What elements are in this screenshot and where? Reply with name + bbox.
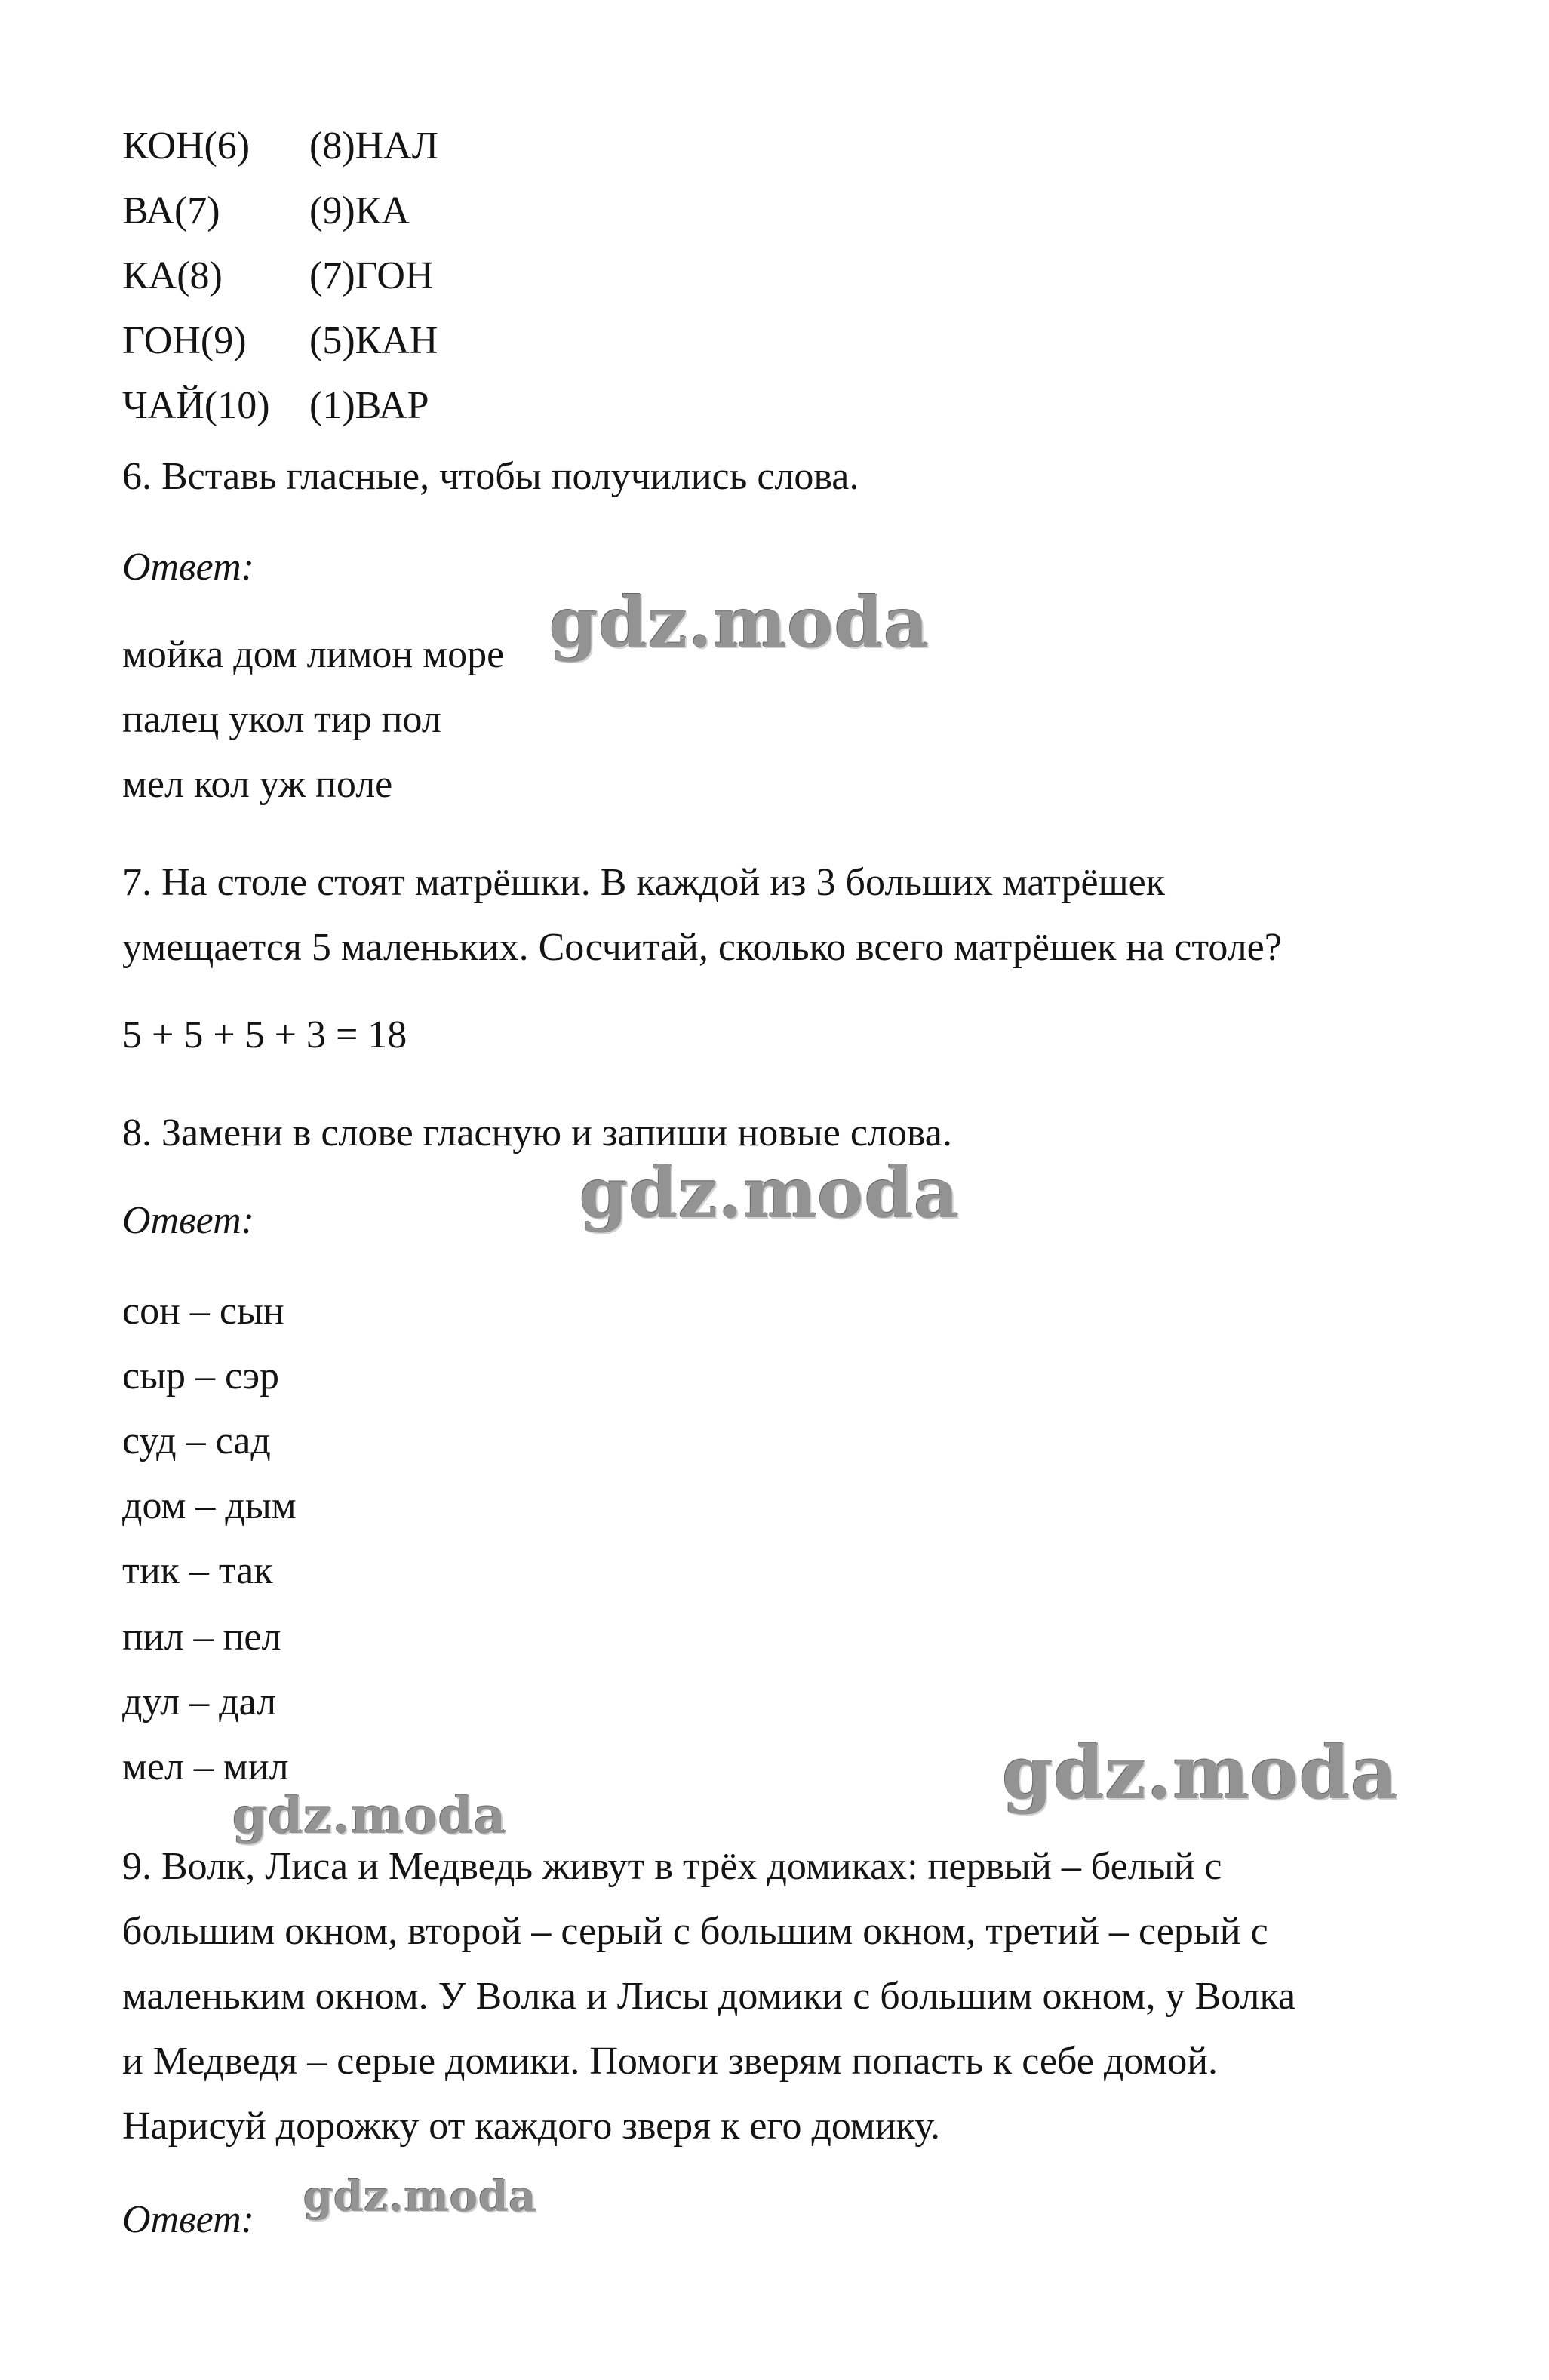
watermark: gdz.moda: [1002, 1730, 1399, 1816]
pair-left: ВА(7): [122, 189, 220, 232]
task7-solution: 5 + 5 + 5 + 3 = 18: [122, 1013, 407, 1056]
pair-row: [122, 124, 439, 169]
task8-word: сыр – сэр: [122, 1355, 280, 1398]
task8-word: суд – сад: [122, 1419, 271, 1462]
pair-row: [122, 383, 429, 429]
task6-line-2: палец укол тир пол: [122, 698, 441, 741]
pair-left: ЧАЙ(10): [122, 384, 270, 427]
task7-line-1: 7. На столе стоят матрёшки. В каждой из 3 больших матрёшек: [122, 861, 1165, 904]
task8-title: 8. Замени в слове гласную и запиши новые слова.: [122, 1112, 952, 1155]
task9-line-2: большим окном, второй – серый с большим окном, третий – серый с: [122, 1910, 1268, 1953]
pair-right: (9)КА: [309, 189, 410, 232]
pair-left: КОН(6): [122, 125, 250, 168]
watermark: gdz.moda: [549, 582, 930, 663]
task8-word: сон – сын: [122, 1290, 284, 1333]
pair-row: [122, 318, 438, 364]
task9-line-5: Нарисуй дорожку от каждого зверя к его домику.: [122, 2105, 941, 2148]
watermark: gdz.moda: [303, 2172, 537, 2222]
task8-answer-label: Ответ:: [122, 1199, 254, 1242]
task9-line-1: 9. Волк, Лиса и Медведь живут в трёх домиках: первый – белый с: [122, 1845, 1222, 1888]
pair-right: (8)НАЛ: [309, 125, 439, 168]
pair-right: (5)КАН: [309, 319, 438, 362]
task6-title: 6. Вставь гласные, чтобы получились слова.: [122, 455, 859, 498]
task8-word: дул – дал: [122, 1680, 277, 1724]
task8-word: пил – пел: [122, 1616, 281, 1659]
watermark: gdz.moda: [232, 1786, 507, 1845]
pair-left: КА(8): [122, 254, 223, 297]
task7-line-2: умещается 5 маленьких. Сосчитай, сколько всего матрёшек на столе?: [122, 926, 1282, 969]
pair-row: [122, 189, 410, 234]
task9-answer-label: Ответ:: [122, 2198, 254, 2241]
task8-word: дом – дым: [122, 1484, 297, 1527]
task6-answer-label: Ответ:: [122, 546, 254, 589]
watermark: gdz.moda: [579, 1152, 960, 1234]
task8-word: тик – так: [122, 1549, 273, 1592]
task6-line-1: мойка дом лимон море: [122, 633, 505, 676]
pair-left: ГОН(9): [122, 319, 247, 362]
pair-right: (7)ГОН: [309, 254, 434, 297]
pair-row: [122, 254, 434, 299]
pair-right: (1)ВАР: [309, 384, 429, 427]
task8-word: мел – мил: [122, 1745, 289, 1788]
task9-line-4: и Медведя – серые домики. Помоги зверям попасть к себе домой.: [122, 2040, 1219, 2083]
task9-line-3: маленьким окном. У Волка и Лисы домики с большим окном, у Волка: [122, 1975, 1296, 2018]
task6-line-3: мел кол уж поле: [122, 763, 393, 806]
